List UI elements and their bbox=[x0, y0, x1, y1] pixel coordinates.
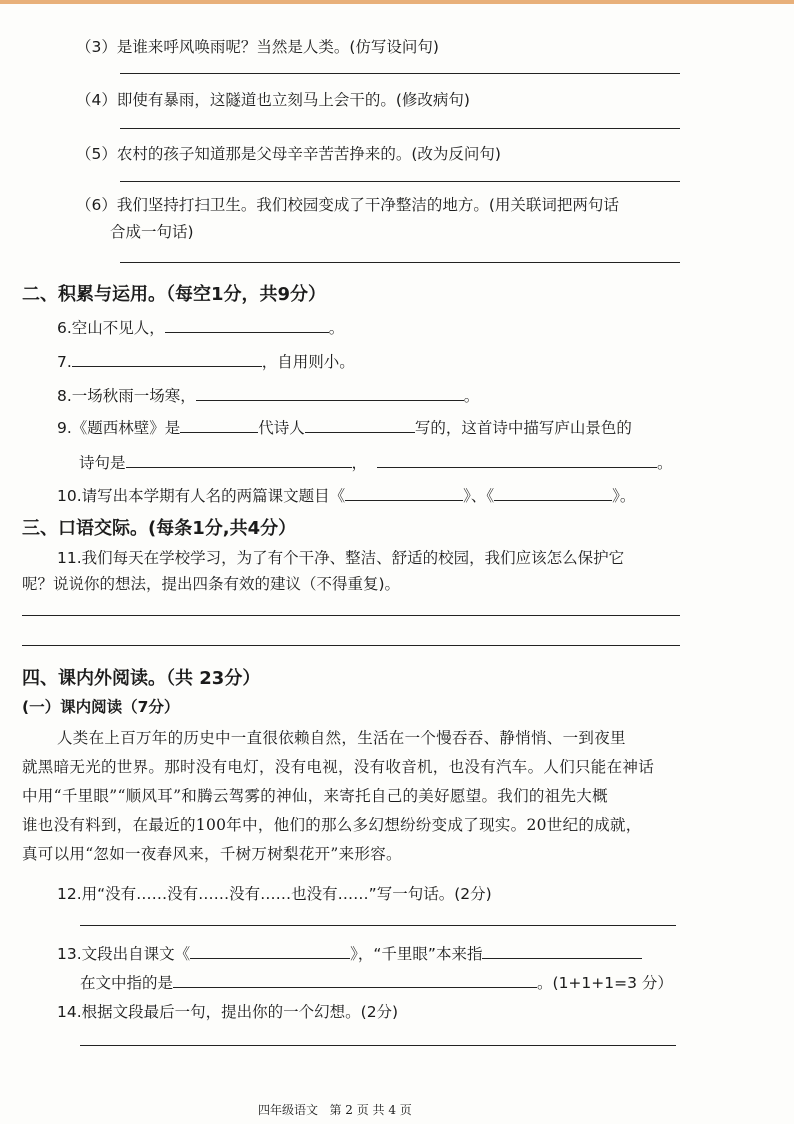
answer-line-1-6[interactable] bbox=[120, 262, 680, 263]
question-13-line1 bbox=[57, 942, 642, 964]
question-7-text: ，自用则小。 bbox=[261, 353, 355, 371]
section-4-heading: 四、课内外阅读。（共 23分） bbox=[22, 668, 261, 689]
question-13-line2 bbox=[80, 971, 673, 993]
question-9-line1 bbox=[57, 416, 632, 438]
question-6-end: 。 bbox=[328, 319, 345, 337]
blank-6[interactable] bbox=[165, 317, 329, 333]
answer-line-11-a[interactable] bbox=[22, 615, 680, 616]
question-10-mid: 》、《 bbox=[463, 487, 495, 505]
question-13-text-b: 》，“千里眼”本来指 bbox=[350, 945, 483, 963]
question-13-text-d: 。(1+1+1=3 分） bbox=[537, 974, 673, 992]
question-9-text-b: 代诗人 bbox=[258, 419, 305, 437]
question-8-text: 8.一场秋雨一场寒， bbox=[57, 387, 196, 405]
blank-9-poet[interactable] bbox=[305, 417, 415, 433]
question-11-line2: 呢？说说你的想法，提出四条有效的建议（不得重复)。 bbox=[22, 575, 401, 593]
answer-line-1-3[interactable] bbox=[120, 73, 680, 74]
blank-9-line-b[interactable] bbox=[377, 452, 657, 468]
question-9-text-c: 写的，这首诗中描写庐山景色的 bbox=[414, 419, 632, 437]
blank-10-title-b[interactable] bbox=[494, 485, 612, 501]
question-1-3: （3）是谁来呼风唤雨呢？当然是人类。(仿写设问句) bbox=[76, 38, 439, 56]
question-9-text-f: 。 bbox=[657, 454, 673, 472]
reading-part-1-heading: (一）课内阅读（7分） bbox=[22, 698, 180, 716]
answer-line-1-4[interactable] bbox=[120, 128, 680, 129]
blank-9-dynasty[interactable] bbox=[180, 417, 258, 433]
question-10-text: 10.请写出本学期有人名的两篇课文题目《 bbox=[57, 487, 346, 505]
question-1-6-line1: （6）我们坚持打扫卫生。我们校园变成了干净整洁的地方。(用关联词把两句话 bbox=[76, 196, 619, 214]
page-footer: 四年级语文 第 2 页 共 4 页 bbox=[258, 1103, 412, 1117]
passage-line-1: 人类在上百万年的历史中一直很依赖自然，生活在一个慢吞吞、静悄悄、一到夜里 bbox=[57, 729, 626, 747]
question-11-line1: 11.我们每天在学校学习，为了有个干净、整洁、舒适的校园，我们应该怎么保护它 bbox=[57, 549, 625, 567]
answer-line-1-5[interactable] bbox=[120, 181, 680, 182]
answer-line-14[interactable] bbox=[80, 1045, 676, 1046]
section-3-heading: 三、口语交际。(每条1分,共4分） bbox=[22, 518, 297, 539]
passage-line-4: 谁也没有料到，在最近的100年中，他们的那么多幻想纷纷变成了现实。20世纪的成就， bbox=[22, 816, 642, 834]
blank-10-title-a[interactable] bbox=[345, 485, 463, 501]
question-12: 12.用“没有……没有……没有……也没有……”写一句话。(2分) bbox=[57, 885, 492, 903]
question-1-6-line2: 合成一句话) bbox=[110, 223, 194, 241]
question-6-text: 6.空山不见人， bbox=[57, 319, 165, 337]
question-6 bbox=[57, 316, 344, 338]
question-9-text-a: 9.《题西林壁》是 bbox=[57, 419, 181, 437]
question-8-end: 。 bbox=[463, 387, 480, 405]
passage-line-3: 中用“千里眼”“顺风耳”和腾云驾雾的神仙，来寄托自己的美好愿望。我们的祖先大概 bbox=[22, 787, 608, 805]
question-10-end: 》。 bbox=[612, 487, 636, 505]
question-1-5: （5）农村的孩子知道那是父母辛辛苦苦挣来的。(改为反问句) bbox=[76, 145, 501, 163]
blank-9-line-a[interactable] bbox=[126, 452, 352, 468]
question-7-number: 7. bbox=[57, 353, 72, 371]
question-7 bbox=[57, 350, 355, 372]
question-9-text-e: ， bbox=[351, 454, 368, 472]
passage-line-2: 就黑暗无光的世界。那时没有电灯，没有电视，没有收音机，也没有汽车。人们只能在神话 bbox=[22, 758, 655, 776]
question-14: 14.根据文段最后一句，提出你的一个幻想。(2分) bbox=[57, 1003, 399, 1021]
blank-13-context-meaning[interactable] bbox=[173, 972, 537, 988]
question-9-text-d: 诗句是 bbox=[79, 454, 126, 472]
blank-7[interactable] bbox=[72, 351, 262, 367]
question-13-text-c: 在文中指的是 bbox=[80, 974, 174, 992]
section-2-heading: 二、积累与运用。（每空1分，共9分） bbox=[22, 284, 327, 305]
blank-8[interactable] bbox=[196, 385, 464, 401]
question-10 bbox=[57, 484, 635, 506]
blank-13-original-meaning[interactable] bbox=[482, 943, 642, 959]
page-top-edge bbox=[0, 0, 794, 4]
question-1-4: （4）即使有暴雨，这隧道也立刻马上会干的。(修改病句) bbox=[76, 91, 470, 109]
question-8 bbox=[57, 384, 479, 406]
answer-line-11-b[interactable] bbox=[22, 645, 680, 646]
answer-line-12[interactable] bbox=[80, 925, 676, 926]
question-13-text-a: 13.文段出自课文《 bbox=[57, 945, 191, 963]
question-9-line2 bbox=[79, 451, 673, 473]
passage-line-5: 真可以用“忽如一夜春风来，千树万树梨花开”来形容。 bbox=[22, 845, 402, 863]
blank-13-title[interactable] bbox=[190, 943, 350, 959]
